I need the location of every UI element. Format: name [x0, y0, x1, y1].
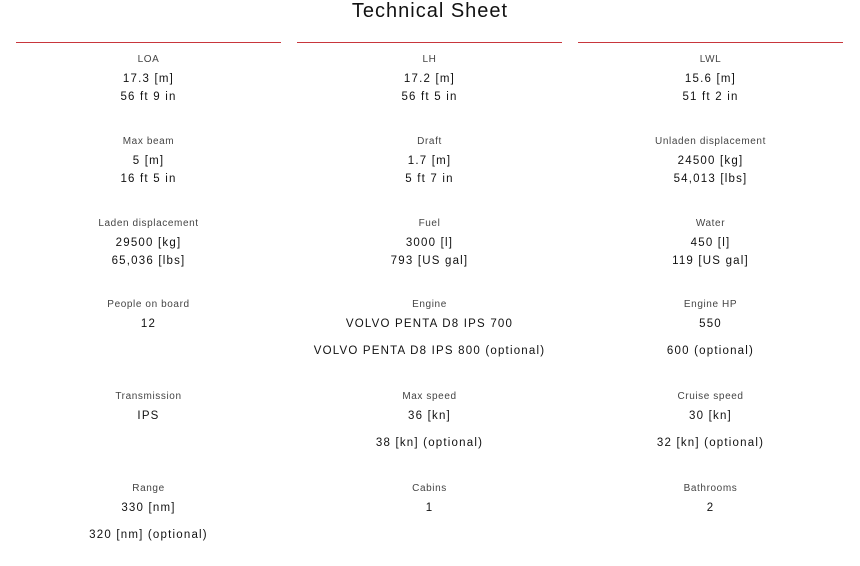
spec-value-metric: 1.7 [m]: [407, 155, 452, 167]
spec-value-imperial: 56 ft 5 in: [401, 91, 458, 103]
spec-label: Unladen displacement: [655, 136, 766, 147]
spec-value-optional: VOLVO PENTA D8 IPS 800 (optional): [313, 345, 546, 357]
spec-value-imperial: 51 ft 2 in: [682, 91, 739, 103]
spec-value-imperial: 16 ft 5 in: [120, 173, 177, 185]
spec-people-on-board: [16, 299, 281, 331]
spec-label: Range: [132, 483, 165, 494]
spec-label: Max speed: [402, 391, 457, 402]
spec-unladen-displacement: [578, 136, 843, 186]
spec-value: 550: [699, 318, 722, 330]
spec-value-optional: 600 (optional): [666, 345, 755, 357]
spec-value-imperial: 56 ft 9 in: [120, 91, 177, 103]
spec-value: 330 [nm]: [121, 502, 176, 514]
spec-label: Cruise speed: [677, 391, 744, 402]
spec-value-imperial: 5 ft 7 in: [405, 173, 454, 185]
spec-value-imperial: 793 [US gal]: [390, 255, 469, 267]
spec-value-optional: 320 [nm] (optional): [89, 529, 208, 541]
spec-max-speed: [297, 391, 562, 450]
spec-loa: [16, 54, 281, 104]
spec-value-metric: 450 [l]: [690, 237, 731, 249]
spec-label: LH: [422, 54, 437, 65]
spec-value-optional: 32 [kn] (optional): [656, 437, 765, 449]
spec-max-beam: [16, 136, 281, 186]
spec-value-metric: 15.6 [m]: [684, 73, 737, 85]
spec-value: 30 [kn]: [689, 410, 732, 422]
spec-value-metric: 17.3 [m]: [122, 73, 175, 85]
spec-value: 1: [425, 502, 434, 514]
spec-cabins: [297, 483, 562, 515]
spec-label: Engine: [412, 299, 447, 310]
spec-label: Fuel: [418, 218, 441, 229]
spec-lwl: [578, 54, 843, 104]
spec-value: 36 [kn]: [408, 410, 451, 422]
spec-label: Laden displacement: [98, 218, 199, 229]
spec-value: 2: [706, 502, 715, 514]
spec-label: Draft: [417, 136, 442, 147]
spec-column-1: [16, 42, 281, 541]
spec-cruise-speed: [578, 391, 843, 450]
spec-value-imperial: 54,013 [lbs]: [673, 173, 748, 185]
spec-value: 12: [140, 318, 157, 330]
spec-draft: [297, 136, 562, 186]
spec-fuel: [297, 218, 562, 268]
spec-label: LWL: [699, 54, 722, 65]
spec-lh: [297, 54, 562, 104]
spec-bathrooms: [578, 483, 843, 515]
spec-label: Engine HP: [683, 299, 738, 310]
spec-label: Water: [695, 218, 726, 229]
spec-laden-displacement: [16, 218, 281, 268]
page-title: Technical Sheet: [351, 0, 509, 22]
spec-label: Max beam: [122, 136, 175, 147]
spec-column-2: [297, 42, 562, 514]
spec-label: Transmission: [115, 391, 182, 402]
spec-value-optional: 38 [kn] (optional): [375, 437, 484, 449]
spec-label: Cabins: [412, 483, 447, 494]
spec-engine-hp: [578, 299, 843, 358]
spec-engine: [297, 299, 562, 358]
spec-value-metric: 24500 [kg]: [677, 155, 744, 167]
spec-column-3: [578, 42, 843, 514]
spec-value-metric: 29500 [kg]: [115, 237, 182, 249]
spec-value: IPS: [137, 410, 160, 422]
spec-value-imperial: 65,036 [lbs]: [111, 255, 186, 267]
spec-value-metric: 5 [m]: [132, 155, 165, 167]
spec-range: [16, 483, 281, 542]
spec-label: People on board: [107, 299, 190, 310]
spec-value-metric: 3000 [l]: [405, 237, 454, 249]
spec-label: LOA: [137, 54, 160, 65]
spec-value: VOLVO PENTA D8 IPS 700: [345, 318, 514, 330]
spec-water: [578, 218, 843, 268]
spec-value-imperial: 119 [US gal]: [672, 255, 749, 267]
spec-label: Bathrooms: [683, 483, 738, 494]
spec-transmission: [16, 391, 281, 423]
spec-value-metric: 17.2 [m]: [403, 73, 456, 85]
